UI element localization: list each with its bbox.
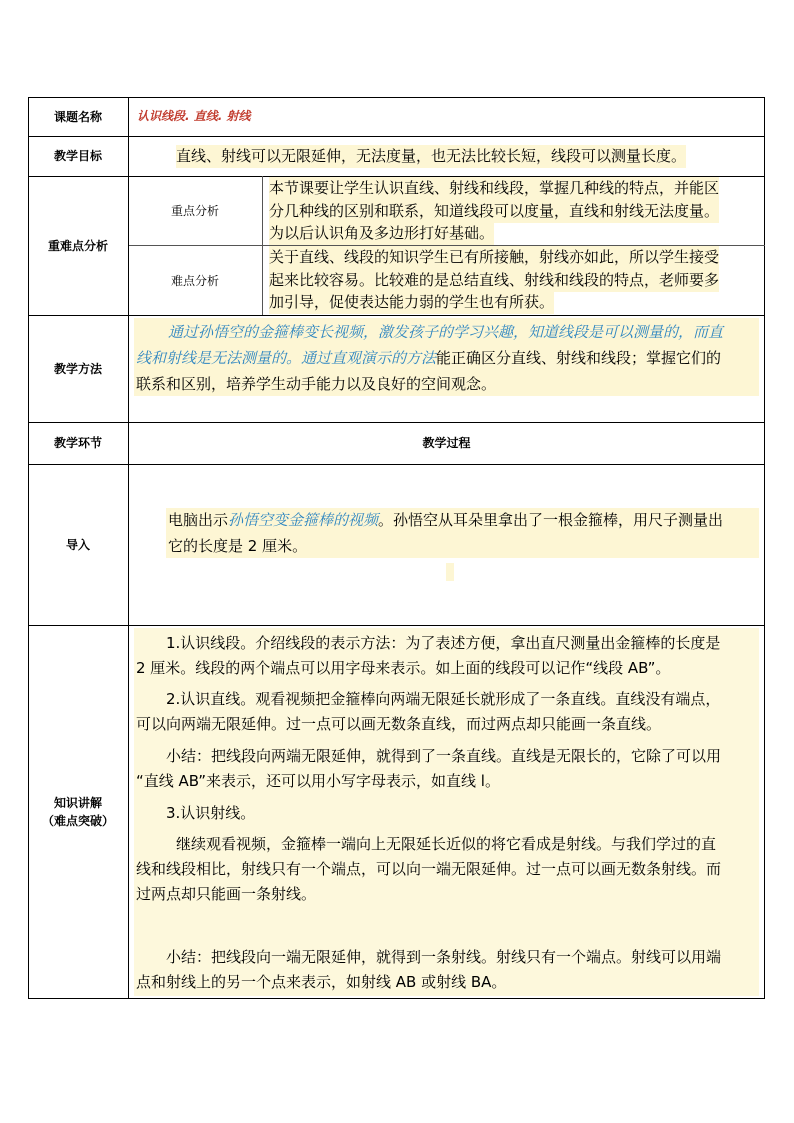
key-point-line: 本节课要让学生认识直线、射线和线段，掌握几种线的特点，并能区 (269, 177, 719, 200)
hard-point-line: 起来比较容易。比较难的是总结直线、射线和线段的特点，老师要多 (269, 269, 719, 292)
col-divider (262, 176, 263, 315)
hard-point-line: 关于直线、线段的知识学生已有所接触，射线亦如此，所以学生接受 (269, 246, 719, 269)
intro-pre: 电脑出示 (168, 511, 229, 529)
row-divider (28, 464, 765, 465)
intro-label: 导入 (65, 537, 90, 552)
stage-header: 教学环节 (53, 436, 102, 450)
row-divider (28, 625, 765, 626)
segment-para-line: 2 厘米。线段的两个端点可以用字母来表示。如上面的线段可以记作“线段 AB”。 (136, 659, 671, 677)
line-summary-line: 小结：把线段向两端无限延伸，就得到了一条直线。直线是无限长的，它除了可以用 (166, 747, 722, 765)
ray-summary-line: 点和射线上的另一个点来表示，如射线 AB 或射线 BA。 (136, 973, 507, 991)
ray-para-line: 继续观看视频，金箍棒一端向上无限延长近似的将它看成是射线。与我们学过的直 (176, 835, 717, 853)
row-divider (28, 315, 765, 316)
title-value: 认识线段. 直线. 射线 (137, 109, 251, 123)
segment-para-line: 1.认识线段。介绍线段的表示方法：为了表述方便，拿出直尺测量出金箍棒的长度是 (166, 634, 721, 652)
highlight-mark (446, 563, 454, 581)
goal-label: 教学目标 (53, 149, 102, 163)
difficulty-label: 重难点分析 (47, 238, 108, 253)
knowledge-label-sub: （难点突破） (41, 814, 114, 828)
method-line-3: 联系和区别，培养学生动手能力以及良好的空间观念。 (136, 375, 497, 393)
goal-value: 直线、射线可以无限延伸，无法度量，也无法比较长短，线段可以测量长度。 (176, 145, 686, 168)
line-para-line: 2.认识直线。观看视频把金箍棒向两端无限延长就形成了一条直线。直线没有端点， (166, 690, 721, 708)
method-line-2-emphasis: 线和射线是无法测量的。通过直观演示的方法 (136, 349, 437, 367)
method-label: 教学方法 (53, 361, 102, 376)
key-point-line: 为以后认识角及多边形打好基础。 (269, 222, 494, 245)
ray-para-line: 过两点却只能画一条射线。 (136, 885, 317, 903)
knowledge-label-main: 知识讲解 (53, 796, 102, 810)
hard-point-label: 难点分析 (170, 273, 219, 288)
row-divider (28, 136, 765, 137)
intro-line-1 (168, 509, 723, 532)
ray-para-line: 线和线段相比，射线只有一个端点，可以向一端无限延伸。过一点可以画无数条射线。而 (136, 860, 722, 878)
title-label: 课题名称 (53, 109, 102, 124)
intro-line-2: 它的长度是 2 厘米。 (168, 537, 308, 555)
hard-point-line: 加引导，促使表达能力弱的学生也有所获。 (269, 291, 554, 314)
intro-video: 孙悟空变金箍棒的视频 (228, 511, 379, 529)
method-line-1: 通过孙悟空的金箍棒变长视频，激发孩子的学习兴趣，知道线段是可以测量的，而直 (168, 323, 724, 341)
line-summary-line: “直线 AB”来表示，还可以用小写字母表示，如直线 l。 (136, 772, 500, 790)
ray-summary-line: 小结：把线段向一端无限延伸，就得到一条射线。射线只有一个端点。射线可以用端 (166, 948, 722, 966)
line-para-line: 可以向两端无限延伸。过一点可以画无数条直线，而过两点却只能画一条直线。 (136, 715, 662, 733)
method-line-2 (136, 347, 721, 370)
knowledge-label (28, 625, 128, 999)
key-point-label: 重点分析 (170, 204, 219, 218)
method-line-2-text: 能正确区分直线、射线和线段；掌握它们的 (436, 349, 722, 367)
key-point-line: 分几种线的区别和联系，知道线段可以度量，直线和射线无法度量。 (269, 200, 719, 223)
intro-post: 。孙悟空从耳朵里拿出了一根金箍棒，用尺子测量出 (378, 511, 724, 529)
ray-heading: 3.认识射线。 (166, 804, 256, 822)
process-header: 教学过程 (422, 436, 471, 450)
